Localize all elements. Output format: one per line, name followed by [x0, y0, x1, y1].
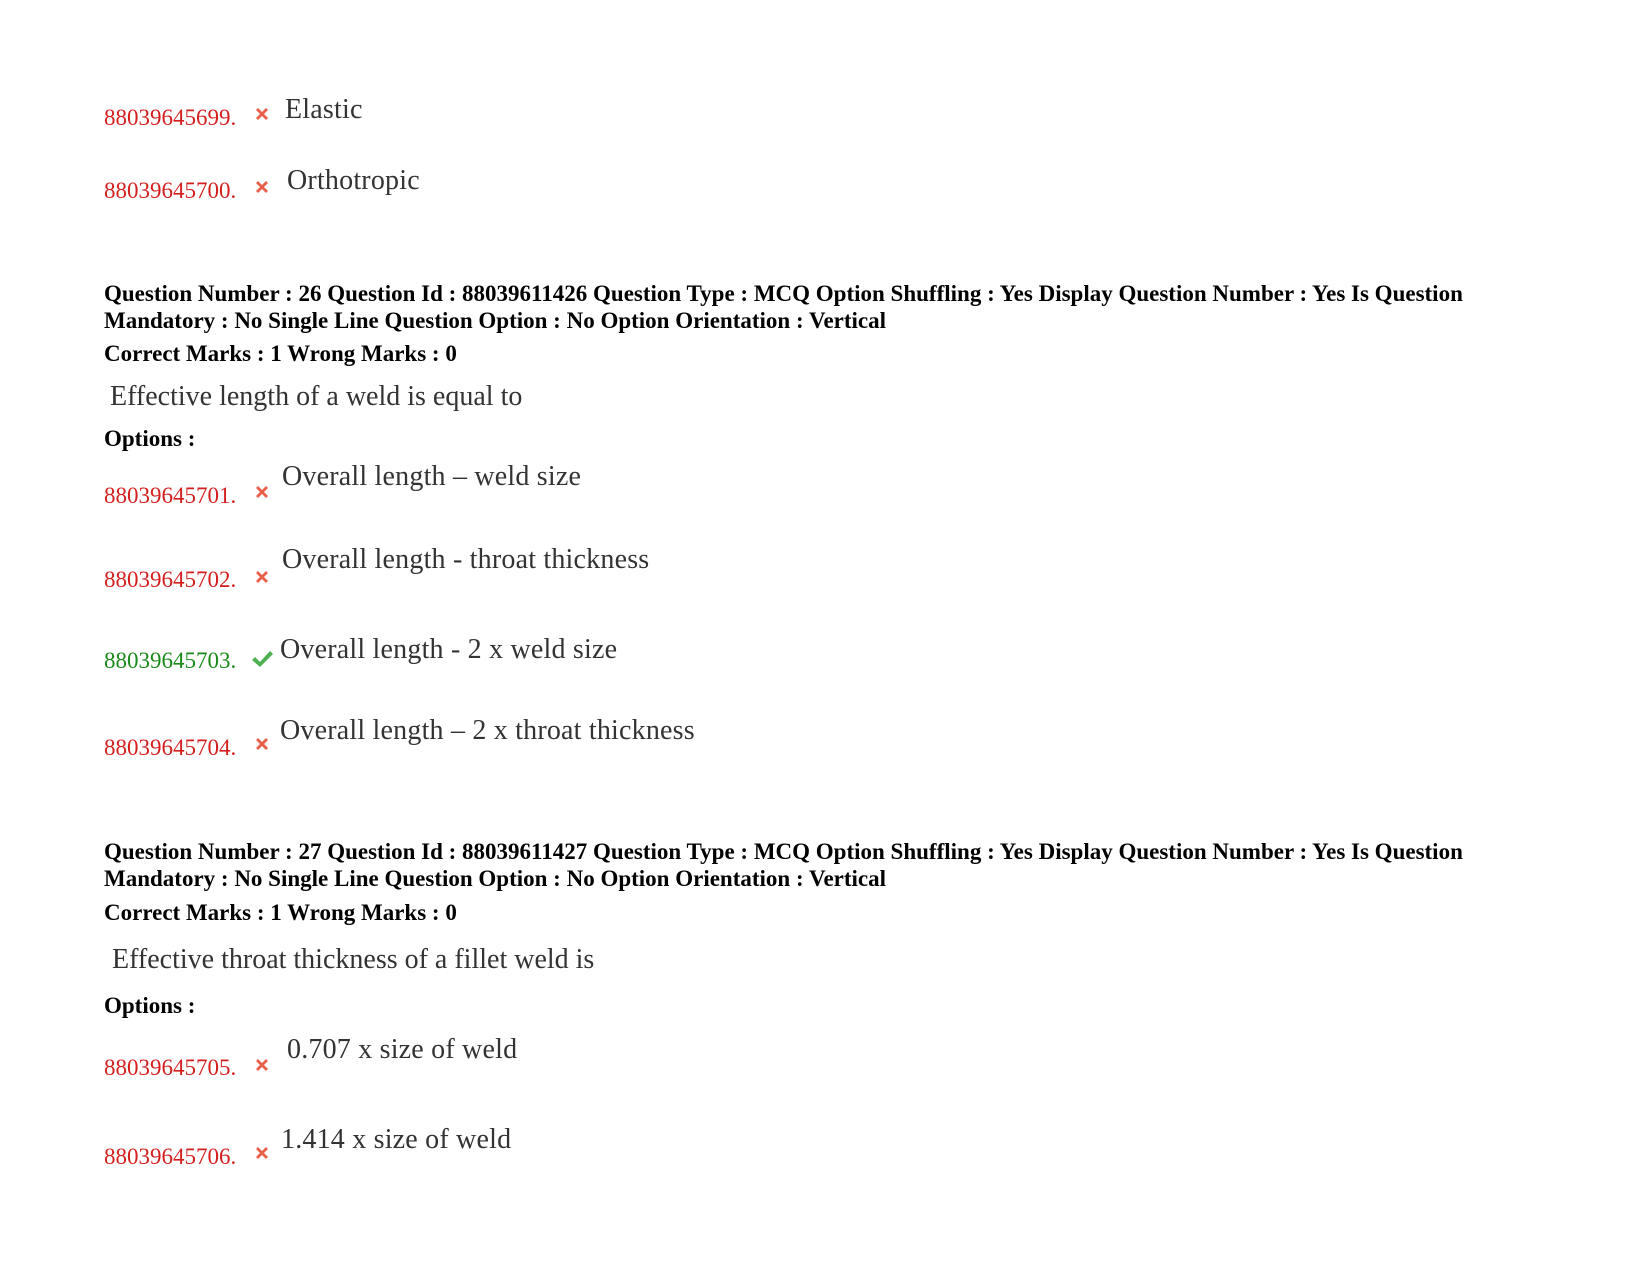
option-text: Overall length – 2 x throat thickness — [280, 715, 695, 746]
option-id: 88039645700. — [104, 178, 237, 203]
question-text: Effective throat thickness of a fillet weld is — [112, 944, 595, 975]
option-text: Overall length – weld size — [282, 461, 582, 492]
cross-icon — [253, 105, 271, 123]
marks-info: Correct Marks : 1 Wrong Marks : 0 — [104, 900, 457, 925]
option-id: 88039645704. — [104, 735, 237, 760]
cross-icon — [253, 568, 271, 586]
cross-icon — [253, 1144, 271, 1162]
marks-info: Correct Marks : 1 Wrong Marks : 0 — [104, 341, 457, 366]
question-meta: Question Number : 26 Question Id : 88039611426 Question Type : MCQ Option Shuffling : Yes Display Question Number : Yes Is Question Mandatory : No Single Line Question Option : No Option Orientation : Vertical — [104, 281, 1463, 333]
option-text: Overall length - 2 x weld size — [280, 634, 618, 665]
option-text: 0.707 x size of weld — [287, 1034, 518, 1065]
question-text: Effective length of a weld is equal to — [110, 381, 523, 412]
question-meta: Question Number : 27 Question Id : 88039611427 Question Type : MCQ Option Shuffling : Yes Display Question Number : Yes Is Question Mandatory : No Single Line Question Option : No Option Orientation : Vertical — [104, 839, 1463, 891]
option-id: 88039645702. — [104, 567, 237, 592]
cross-icon — [253, 178, 271, 196]
option-id: 88039645703. — [104, 648, 237, 673]
option-text: Overall length - throat thickness — [282, 544, 650, 575]
cross-icon — [253, 483, 271, 501]
option-id: 88039645699. — [104, 105, 237, 130]
options-label: Options : — [104, 993, 196, 1018]
cross-icon — [253, 1056, 271, 1074]
option-text: Elastic — [285, 94, 363, 125]
option-id: 88039645701. — [104, 483, 237, 508]
options-label: Options : — [104, 426, 196, 451]
option-id: 88039645705. — [104, 1055, 237, 1080]
cross-icon — [253, 735, 271, 753]
option-text: Orthotropic — [287, 165, 420, 196]
option-id: 88039645706. — [104, 1144, 237, 1169]
option-text: 1.414 x size of weld — [281, 1124, 512, 1155]
check-icon — [250, 648, 274, 670]
